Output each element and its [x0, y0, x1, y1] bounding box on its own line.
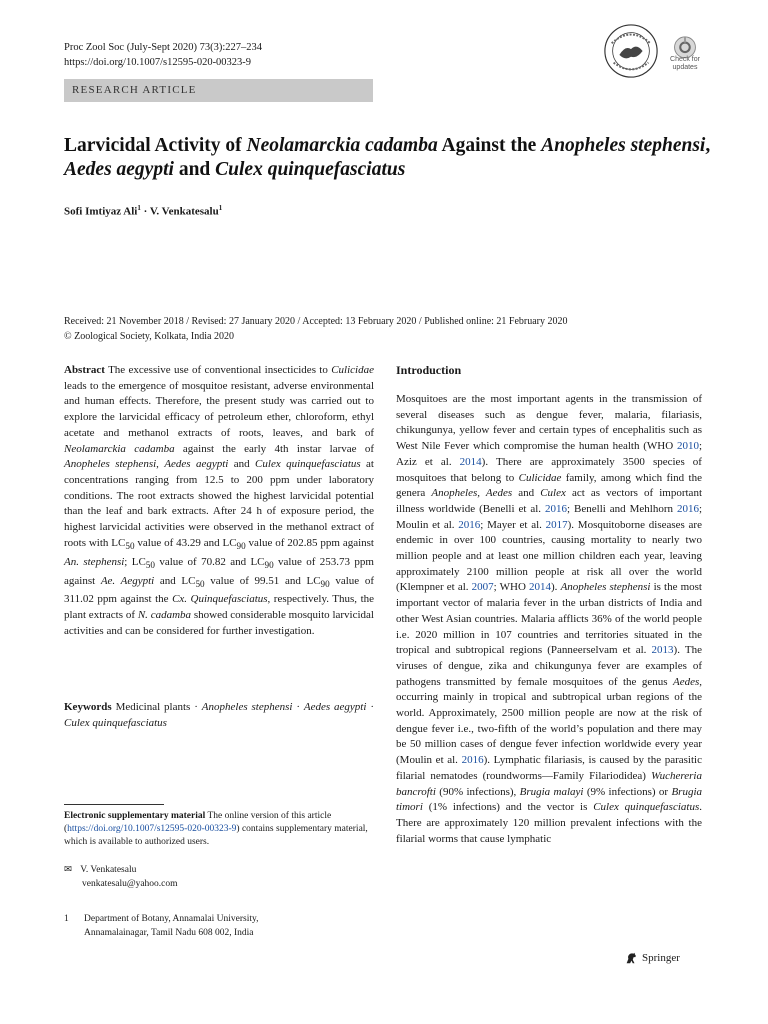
society-seal-icon	[602, 22, 660, 80]
citation-link[interactable]: 2016	[461, 754, 484, 767]
citation-link[interactable]: 2010	[676, 440, 699, 453]
history-dates: Received: 21 November 2018 / Revised: 27 January 2020 / Accepted: 13 February 2020 / Published online: 21 February 2020	[64, 316, 568, 327]
keywords: Keywords Medicinal plants · Anopheles stephensi · Aedes aegypti · Culex quinquefasciatus	[64, 701, 374, 729]
citation-link[interactable]: 2016	[458, 518, 481, 531]
springer-horse-icon	[624, 951, 638, 965]
footnote-divider	[64, 804, 164, 805]
citation-link[interactable]: 2013	[651, 644, 674, 657]
article-type-badge: RESEARCH ARTICLE	[64, 79, 373, 102]
introduction-text: Mosquitoes are the most important agents in the transmission of several diseases such as dengue fever, malaria, filariasis, chikungunya, yellow fever and certain types of encephalitis such as West Nile Fever which compromise the human health (WHO 2010; Aziz et al. 2014). There are approximately 3500 species of mosquitoes that belong to Culicidae family, among which find the genera Anopheles, Aedes and Culex act as vectors of important illness worldwide (Benelli et al. 2016; Benelli and Mehlhorn 2016; Moulin et al. 2016; Mayer et al. 2017). Mosquitoborne diseases are endemic in over 100 countries, causing mortality to nearly two million people and at least one million children each year, leaving approximately 2100 million people at risk all over the world (Klempner et al. 2007; WHO 2014). Anopheles stephensi is the most important vector of malaria fever in the urban districts of India and other West Asian countries. Malaria afflicts 36% of the world people i.e. 2020 million in 107 countries and territories situated in the tropical and subtropical regions (Panneerselvam et al. 2013). The viruses of dengue, zika and chikungunya fever are examples of pathogens transmitted by female mosquitoes of the genus Aedes, occurring mainly in tropical and subtropical urban regions of the world. Approximately, 2500 million people are now at the risk of dengue fever i.e., two-fifth of the world’s population and there may be 50 million cases of dengue fever infection worldwide every year (Moulin et al. 2016). Lymphatic filariasis, is caused by the parasitic filarial nematodes (roundworms—Family Filariodidea) Wuchereria bancrofti (90% infections), Brugia malayi (9% infections) or Brugia timori (1% infections) and the vector is Culex quinquefasciatus. There are approximately 120 million prevalent infections with the filarial worms that cause lymphatic	[396, 393, 703, 845]
article-history	[64, 315, 704, 344]
author-list: Sofi Imtiyaz Ali$^1$ · V. Venkatesalu$^1$	[64, 204, 223, 218]
author-name[interactable]: Sofi Imtiyaz Ali	[64, 205, 138, 218]
affiliation: 1 Department of Botany, Annamalai University, Annamalainagar, Tamil Nadu 608 002, India	[64, 914, 259, 938]
envelope-icon: ✉	[64, 865, 72, 875]
citation-link[interactable]: 2014	[459, 455, 482, 468]
supplementary-note: Electronic supplementary material The online version of this article (https://doi.org/10.1007/s12595-020-00323-9) contains supplementary material, which is available to authorized users.	[64, 811, 368, 848]
keywords-label: Keywords	[64, 701, 112, 713]
citation-link[interactable]: 2007	[471, 581, 494, 594]
author-email[interactable]: venkatesalu@yahoo.com	[82, 878, 178, 889]
journal-citation: Proc Zool Soc (July-Sept 2020) 73(3):227–234	[64, 42, 263, 53]
abstract-label: Abstract	[64, 364, 105, 376]
publisher-name: Springer	[642, 952, 680, 964]
copyright-line: © Zoological Society, Kolkata, India 2020	[64, 330, 234, 342]
citation-link[interactable]: 2016	[676, 502, 699, 515]
correspondence	[64, 864, 178, 891]
article-title: Larvicidal Activity of Neolamarckia cadamba Against the Anopheles stephensi, Aedes aegypti and Culex quinquefasciatus	[64, 135, 711, 180]
journal-header	[64, 40, 262, 70]
check-for-updates-label[interactable]: Check for updates	[670, 56, 700, 71]
citation-link[interactable]: 2017	[545, 518, 568, 531]
doi-link[interactable]: https://doi.org/10.1007/s12595-020-00323-9	[64, 57, 252, 68]
abstract: Abstract The excessive use of conventional insecticides to Culicidae leads to the emergence of mosquitoe resistant, adverse environmental and human effects. Therefore, the present study was carried out to explore the larvicidal efficacy of petroleum ether, chloroform, ethyl acetate and methanol extracts of roots, leaves, and bark of Neolamarckia cadamba against the early 4th instar larvae of Anopheles stephensi, Aedes aegypti and Culex quinquefasciatus at concentrations ranging from 12.5 to 200 ppm under laboratory conditions. The root extracts showed the highest larvicidal potential than the leaf and bark extracts. After 24 h of exposure period, the highest larvicidal activities were observed in the methanol extract of roots with $LC_{50}$ value of 43.29 and $LC_{90}$ value of 202.85 ppm against An. stephensi; $LC_{50}$ value of 70.82 and $LC_{90}$ value of 253.73 ppm against Ae. Aegypti and $LC_{50}$ value of 99.51 and $LC_{90}$ value of 311.02 ppm against the Cx. Quinquefasciatus, respectively. Thus, the plant extracts of N. cadamba showed considerable mosquito larvicidal activities and can be considered for further investigation.	[64, 364, 375, 637]
author-name[interactable]: V. Venkatesalu	[149, 205, 219, 218]
supplementary-link[interactable]: https://doi.org/10.1007/s12595-020-00323-9	[67, 824, 237, 835]
publisher-logo	[624, 951, 680, 965]
citation-link[interactable]: 2016	[545, 502, 568, 515]
section-heading-introduction: Introduction	[396, 363, 462, 377]
citation-link[interactable]: 2014	[529, 581, 552, 594]
corresponding-author: V. Venkatesalu	[80, 865, 137, 875]
